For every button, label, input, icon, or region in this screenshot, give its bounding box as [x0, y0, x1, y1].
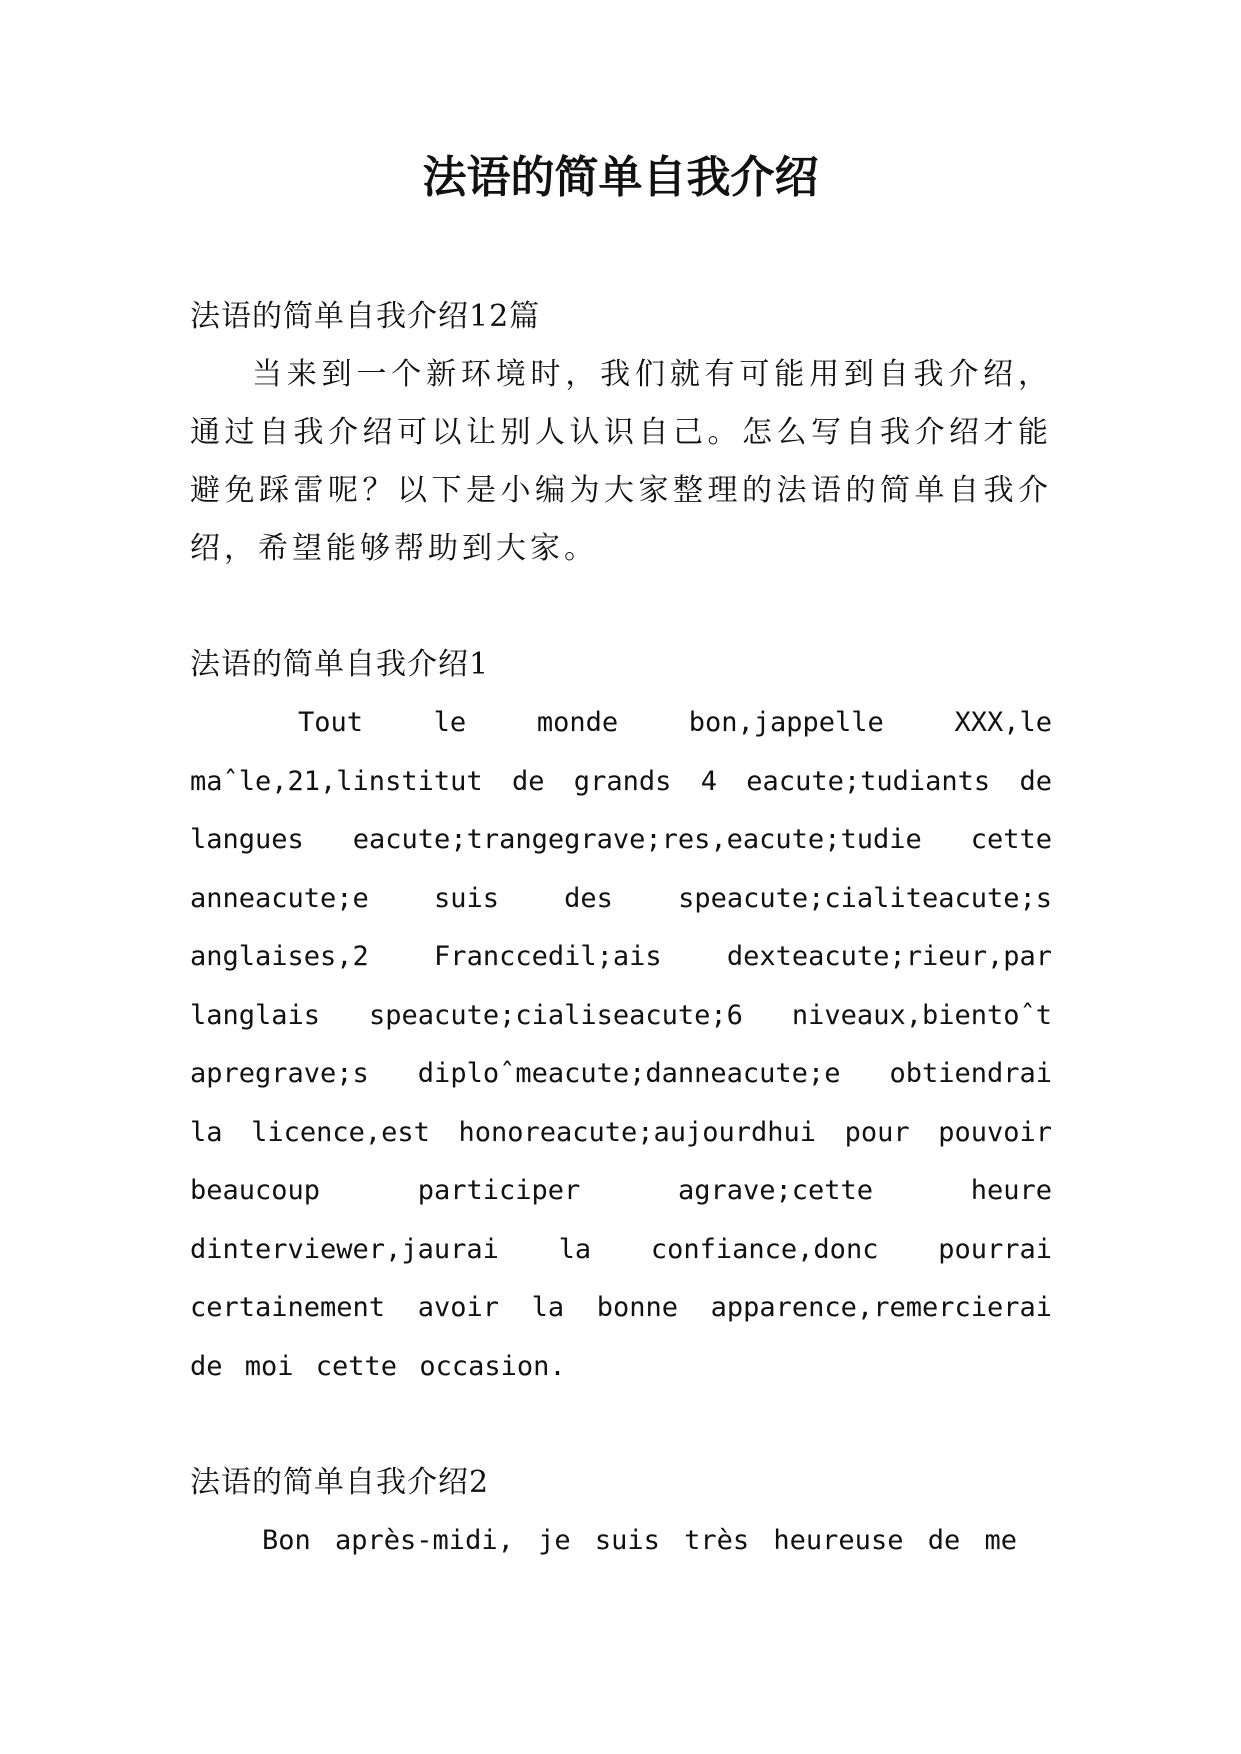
- section-heading: 法语的简单自我介绍1: [190, 647, 490, 682]
- intro-paragraph: 当来到一个新环境时，我们就有可能用到自我介绍，通过自我介绍可以让别人认识自己。怎么写自我介绍才能避免踩雷呢？以下是小编为大家整理的法语的简单自我介绍，希望能够帮助到大家。: [190, 357, 1052, 566]
- section-1: [190, 636, 1052, 1396]
- section-paragraph: Tout le monde bon,jappelle XXX,le maˆle,21,linstitut de grands 4 eacute;tudiants de langues eacute;trangegrave;res,eacute;tudie cette anneacute;e suis des speacute;cialiteacute;s anglaises,2 Franccedil;ais dexteacute;rieur,par langlais speacute;cialiseacute;6 niveaux,bientoˆt apregrave;s diploˆmeacute;danneacute;e obtiendrai la licence,est honoreacute;aujourdhui pour pouvoir beaucoup participer agrave;cette heure dinterviewer,jaurai la confiance,donc pourrai certainement avoir la bonne apparence,remercierai de moi cette occasion.: [190, 707, 1052, 1382]
- section-paragraph: Bon après-midi, je suis très heureuse de me: [262, 1525, 1017, 1556]
- document-body: [190, 288, 1052, 1570]
- section-2: [190, 1454, 1052, 1570]
- document-subtitle: 法语的简单自我介绍12篇: [190, 299, 541, 334]
- document-title: 法语的简单自我介绍: [422, 152, 819, 203]
- section-heading: 法语的简单自我介绍2: [190, 1465, 490, 1500]
